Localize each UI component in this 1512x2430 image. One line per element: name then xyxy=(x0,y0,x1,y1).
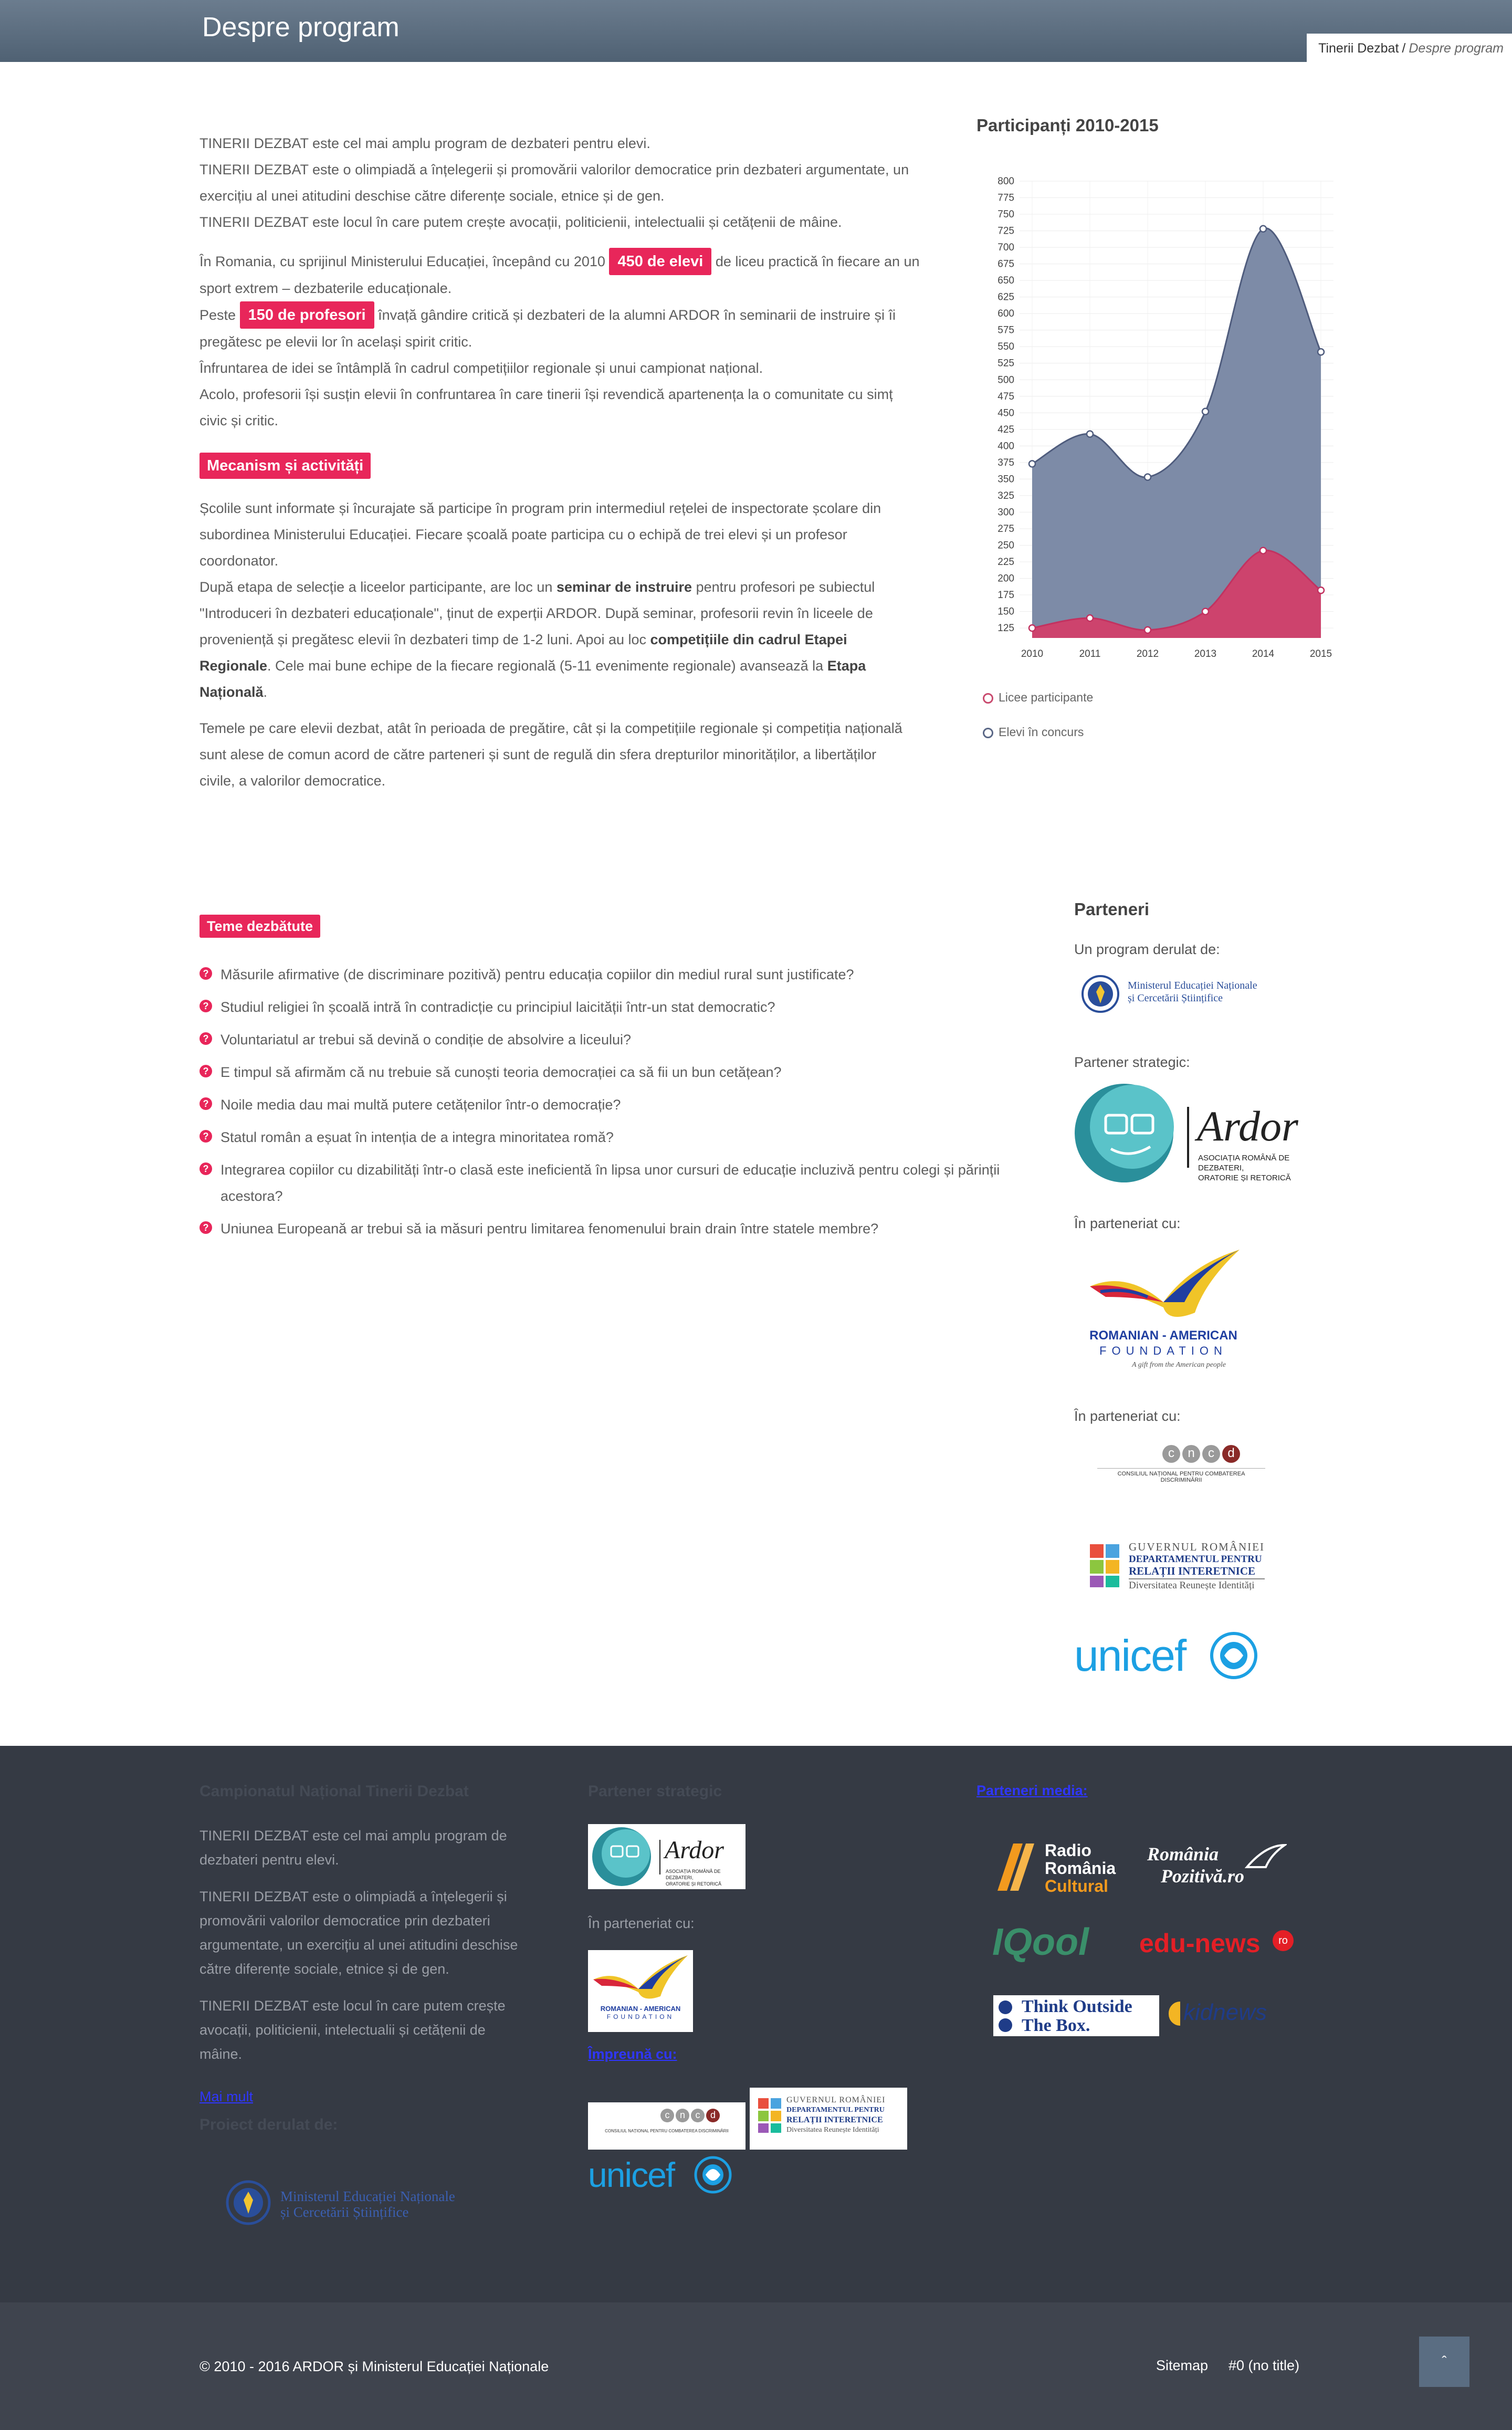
legend-dot-elevi xyxy=(983,728,993,738)
x-tick-label: 2015 xyxy=(1309,648,1332,659)
x-tick-label: 2011 xyxy=(1079,648,1101,659)
footer-p3-l1: TINERII DEZBAT este locul în care putem crește xyxy=(200,1998,506,2014)
footer-men-logo[interactable] xyxy=(225,2179,519,2229)
data-point xyxy=(1318,349,1324,355)
y-tick-label: 700 xyxy=(998,242,1014,254)
men-crest-icon xyxy=(225,2179,272,2226)
question-circle-icon: ? xyxy=(200,1162,212,1175)
men-line2: și Cercetării Științifice xyxy=(1128,992,1223,1004)
puzzle-icon xyxy=(757,2097,783,2134)
data-point xyxy=(1029,460,1035,467)
data-point xyxy=(1087,431,1093,437)
mech-l2: subordinea Ministerului Educației. Fiecare școală poate participa cu o echipă de trei elevi și un profesor xyxy=(200,527,847,542)
footer-ardor-logo[interactable] xyxy=(588,1824,746,1889)
no-title-link[interactable]: #0 (no title) xyxy=(1228,2358,1300,2373)
raf-line1: ROMANIAN - AMERICAN xyxy=(1089,1328,1237,1343)
ardor-sub2: ORATORIE ȘI RETORICĂ xyxy=(1198,1174,1291,1182)
legend-dot-licee xyxy=(983,693,993,704)
iqool-wordmark: IQool xyxy=(992,1921,1089,1963)
footer-p3-l3: mâine. xyxy=(200,2046,243,2062)
ardor-logo[interactable] xyxy=(1074,1081,1321,1186)
intro-p3: TINERII DEZBAT este locul în care putem crește avocații, politicienii, intelectualii și cetățenii de mâine. xyxy=(200,214,842,230)
mech-l5: "Introduceri în dezbateri educaționale", ținut de experții ARDOR. După seminar, profesorii revin în liceele de xyxy=(200,605,873,621)
mech-l4a: După etapa de selecție a liceelor participante, are loc un xyxy=(200,579,553,595)
data-point xyxy=(1087,615,1093,621)
edu-news-logo[interactable] xyxy=(1139,1928,1307,1965)
cncd-letter: c xyxy=(691,2109,705,2122)
intro-p4b: de liceu practică în fiecare an un xyxy=(715,254,920,269)
kidnews-icon xyxy=(1169,2002,1180,2026)
y-tick-label: 625 xyxy=(998,291,1014,303)
mech-l1: Școlile sunt informate și încurajate să participe în program prin intermediul rețelei de inspectorate școlare din xyxy=(200,500,881,516)
themes-text xyxy=(200,715,934,794)
intro-p6: Înfruntarea de idei se întâmplă în cadrul competițiilor regionale și unui campionat național. xyxy=(200,360,763,376)
cncd-sub: CONSILIUL NAȚIONAL PENTRU COMBATEREA DISCRIMINĂRII xyxy=(1097,1468,1265,1483)
cncd-logo[interactable] xyxy=(1097,1445,1265,1482)
list-item: ? Noile media dau mai multă putere cetățenilor într-o democrație? xyxy=(200,1092,1029,1118)
intro-p1: TINERII DEZBAT este cel mai amplu program de dezbateri pentru elevi. xyxy=(200,135,650,151)
mech-l8b: . xyxy=(263,684,268,700)
breadcrumb-separator: / xyxy=(1402,41,1406,56)
mechanism-text xyxy=(200,495,934,705)
x-tick-label: 2012 xyxy=(1136,648,1159,659)
mech-l6b: competițiile din cadrul Etapei xyxy=(650,632,847,647)
page-title: Despre program xyxy=(202,12,400,43)
intro-p4c: sport extrem – dezbaterile educaționale. xyxy=(200,280,452,296)
themes-t3: civile, a valorilor democratice. xyxy=(200,773,386,789)
mechanism-heading xyxy=(200,453,371,479)
ardor-sub1: ASOCIAȚIA ROMÂNĂ DE DEZBATERI, xyxy=(1198,1154,1290,1172)
radio-line2: România xyxy=(1045,1859,1116,1878)
question-circle-icon: ? xyxy=(200,1097,212,1110)
cncd-letter: c xyxy=(1162,1445,1180,1463)
raf-logo[interactable] xyxy=(1085,1244,1247,1376)
y-tick-label: 425 xyxy=(998,424,1014,435)
x-tick-label: 2014 xyxy=(1252,648,1275,659)
footer-col1-title: Campionatul Național Tinerii Dezbat xyxy=(200,1783,469,1800)
legend-item-elevi[interactable] xyxy=(983,725,1084,739)
themes-t2: sunt alese de comun acord de către parteneri și sunt de regulă din sfera drepturilor minorităților, a libertăților xyxy=(200,747,877,762)
participants-chart xyxy=(971,168,1360,683)
mech-l7a: Regionale xyxy=(200,658,268,674)
cncd-letter: d xyxy=(1222,1445,1240,1463)
footer-parteneriat-label: În parteneriat cu: xyxy=(588,1915,695,1931)
y-tick-label: 550 xyxy=(998,341,1014,353)
y-tick-label: 525 xyxy=(998,358,1014,369)
dri-gov: GUVERNUL ROMÂNIEI xyxy=(1129,1541,1265,1553)
edu-news-wordmark: edu-news xyxy=(1139,1929,1261,1958)
list-item: ? Studiul religiei în școală intră în contradicție cu principiul laicității într-un stat democratic? xyxy=(200,994,1029,1020)
y-tick-label: 125 xyxy=(998,623,1014,634)
men-line1: Ministerul Educației Naționale xyxy=(1128,980,1257,991)
dri-rel: RELAȚII INTERETNICE xyxy=(1129,1565,1255,1577)
footer-dri-rel: RELAȚII INTERETNICE xyxy=(786,2115,883,2124)
footer-p1-l2: dezbateri pentru elevi. xyxy=(200,1852,339,1868)
radio-line1: Radio xyxy=(1045,1841,1091,1860)
raf-line2: FOUNDATION xyxy=(1099,1344,1227,1357)
raf-tagline: A gift from the American people xyxy=(1132,1361,1226,1369)
intro-p4a: În Romania, cu sprijinul Ministerului Educației, începând cu 2010 xyxy=(200,254,605,269)
footer-media-title[interactable]: Parteneri media: xyxy=(976,1783,1088,1798)
y-tick-label: 675 xyxy=(998,258,1014,270)
think-outside-logo[interactable] xyxy=(993,1995,1159,2036)
cncd-letter: d xyxy=(706,2109,720,2122)
footer-impreuna-link[interactable]: Împreună cu: xyxy=(588,2046,677,2062)
mech-l4b: seminar de instruire xyxy=(556,579,692,595)
cncd-letter: c xyxy=(660,2109,674,2122)
footer-cncd-logo[interactable] xyxy=(588,2102,746,2150)
kidnews-logo[interactable] xyxy=(1169,1999,1295,2031)
y-tick-label: 175 xyxy=(998,590,1014,601)
breadcrumb-current: Despre program xyxy=(1409,41,1504,56)
copyright-text: © 2010 - 2016 ARDOR și Ministerul Educației Naționale xyxy=(200,2359,549,2374)
mech-l3: coordonator. xyxy=(200,553,279,569)
list-item: ? Voluntariatul ar trebui să devină o condiție de absolvire a liceului? xyxy=(200,1027,1029,1053)
footer-dri-logo[interactable] xyxy=(750,2088,907,2150)
y-tick-label: 600 xyxy=(998,308,1014,320)
list-item: ? Statul român a eșuat în intenția de a integra minoritatea romă? xyxy=(200,1124,1029,1150)
intro-p5b: învață gândire critică și dezbateri de la alumni ARDOR în seminarii de instruire și îi xyxy=(378,307,896,323)
kidnews-wordmark: kidnews xyxy=(1183,1999,1267,2025)
ardor-mask-icon xyxy=(590,1824,655,1889)
ardor-name: Ardor xyxy=(1197,1102,1298,1150)
footer-p2-l4: către diferențe sociale, etnice și de gen. xyxy=(200,1961,449,1977)
footer-ardor-sub2: ORATORIE ȘI RETORICĂ xyxy=(666,1881,722,1887)
dri-logo[interactable] xyxy=(1088,1541,1282,1601)
footer-p3-l2: avocații, politicienii, intelectualii și cetățenii de xyxy=(200,2022,486,2038)
mech-l7c: Etapa xyxy=(827,658,866,674)
think-dot-icon xyxy=(999,2000,1012,2014)
question-circle-icon: ? xyxy=(200,1221,212,1234)
students-badge: 450 de elevi xyxy=(609,248,711,275)
list-item: ? Măsurile afirmative (de discriminare pozitivă) pentru educația copiilor din mediul rural sunt justificate? xyxy=(200,961,1029,988)
y-tick-label: 800 xyxy=(998,176,1014,187)
footer-raf-logo[interactable] xyxy=(588,1950,693,2032)
footer-unicef-logo[interactable] xyxy=(588,2155,751,2197)
footer-dri-motto: Diversitatea Reunește Identități xyxy=(786,2126,879,2134)
raf-bird-icon xyxy=(1085,1244,1247,1323)
dri-motto: Diversitatea Reunește Identități xyxy=(1129,1578,1265,1591)
question-circle-icon: ? xyxy=(200,1065,212,1077)
x-tick-label: 2010 xyxy=(1021,648,1044,659)
wing-icon xyxy=(1245,1843,1287,1869)
y-tick-label: 275 xyxy=(998,523,1014,535)
radio-wave-icon xyxy=(992,1838,1034,1896)
footer-col1-text xyxy=(200,1824,525,2066)
think-dot-icon xyxy=(999,2018,1012,2032)
data-point xyxy=(1260,226,1266,232)
question-circle-icon: ? xyxy=(200,1130,212,1143)
radio-romania-cultural-logo[interactable] xyxy=(992,1836,1134,1899)
footer-p2-l3: argumentate, un exercițiu al unei atitudini deschise xyxy=(200,1937,518,1953)
partners-derulat-label: Un program derulat de: xyxy=(1074,941,1220,957)
y-tick-label: 325 xyxy=(998,490,1014,501)
topics-tag: Teme dezbătute xyxy=(200,915,320,938)
question-circle-icon: ? xyxy=(200,1032,212,1045)
question-circle-icon: ? xyxy=(200,967,212,980)
list-item: ? Uniunea Europeană ar trebui să ia măsuri pentru limitarea fenomenului brain drain între statele membre? xyxy=(200,1216,1029,1242)
footer-ardor-sub1: ASOCIAȚIA ROMÂNĂ DE DEZBATERI, xyxy=(666,1869,721,1880)
footer-raf-line2: FOUNDATION xyxy=(606,2013,675,2020)
intro-p5a: Peste xyxy=(200,307,236,323)
intro-text xyxy=(200,130,929,235)
partners-title: Parteneri xyxy=(1074,899,1150,919)
intro-p7a: Acolo, profesorii își susțin elevii în confruntarea în care tinerii își revendică apartenența la o comunitate cu simț xyxy=(200,386,893,402)
footer-cncd-sub: CONSILIUL NAȚIONAL PENTRU COMBATEREA DISCRIMINĂRII xyxy=(605,2129,729,2133)
back-to-top-button[interactable]: ˆ xyxy=(1419,2337,1469,2387)
think-line2: The Box. xyxy=(1022,2016,1090,2035)
data-point xyxy=(1202,409,1209,415)
cncd-letter: n xyxy=(676,2109,689,2122)
data-point xyxy=(1318,587,1324,593)
footer-derulat-title: Proiect derulat de: xyxy=(200,2116,338,2133)
chart-title: Participanți 2010-2015 xyxy=(976,116,1159,135)
breadcrumb-home-link[interactable]: Tinerii Dezbat xyxy=(1318,41,1399,56)
mechanism-tag: Mecanism și activități xyxy=(200,453,371,479)
footer-men-line2: și Cercetării Științifice xyxy=(280,2204,409,2220)
mech-l7b: . Cele mai bune echipe de la fiecare regională (5-11 evenimente regionale) avansează la xyxy=(267,658,824,674)
footer-col2-title: Partener strategic xyxy=(588,1783,722,1800)
x-tick-label: 2013 xyxy=(1194,648,1217,659)
cncd-letter: n xyxy=(1182,1445,1200,1463)
data-point xyxy=(1029,625,1035,631)
y-tick-label: 225 xyxy=(998,557,1014,568)
edu-news-ro-badge: ro xyxy=(1273,1930,1294,1951)
question-circle-icon: ? xyxy=(200,1000,212,1012)
raf-bird-icon xyxy=(588,1952,693,2005)
partners-strategic-label: Partener strategic: xyxy=(1074,1054,1190,1070)
y-tick-label: 775 xyxy=(998,192,1014,204)
ardor-mask-icon xyxy=(1074,1081,1179,1186)
unicef-logo[interactable] xyxy=(1074,1630,1268,1683)
intro-p7b: civic și critic. xyxy=(200,413,278,428)
y-tick-label: 500 xyxy=(998,374,1014,386)
y-tick-label: 150 xyxy=(998,606,1014,617)
rp-line2: Pozitivă.ro xyxy=(1161,1866,1244,1887)
footer-dri-dep: DEPARTAMENTUL PENTRU xyxy=(786,2106,885,2114)
rp-line1: România xyxy=(1147,1844,1219,1865)
y-tick-label: 650 xyxy=(998,275,1014,287)
footer-p2-l2: promovării valorilor democratice prin dezbateri xyxy=(200,1913,490,1929)
y-tick-label: 750 xyxy=(998,209,1014,221)
footer-men-line1: Ministerul Educației Naționale xyxy=(280,2188,455,2204)
footer-unicef-wordmark: unicef xyxy=(588,2155,675,2194)
footer-p1-l1: TINERII DEZBAT este cel mai amplu program de xyxy=(200,1828,507,1844)
y-tick-label: 575 xyxy=(998,324,1014,336)
legend-label-licee: Licee participante xyxy=(999,690,1094,704)
list-item: ? Integrarea copiilor cu dizabilități într-o clasă este ineficientă în lipsa unor cursuri de educație incluzivă pentru colegi și părinții acestora? xyxy=(200,1157,1029,1209)
unicef-globe-icon xyxy=(693,2155,733,2195)
data-point xyxy=(1144,627,1151,633)
puzzle-icon xyxy=(1088,1542,1122,1589)
data-point xyxy=(1260,548,1266,554)
mech-l6: proveniență și pregătesc elevii în dezbateri timp de 1-2 luni. Apoi au loc xyxy=(200,632,647,647)
y-tick-label: 450 xyxy=(998,407,1014,419)
y-tick-label: 400 xyxy=(998,441,1014,452)
unicef-globe-icon xyxy=(1209,1630,1259,1681)
intro-text-2 xyxy=(200,248,934,434)
topics-list xyxy=(200,961,1029,1248)
men-logo[interactable] xyxy=(1080,973,1306,1015)
sitemap-link[interactable]: Sitemap xyxy=(1156,2358,1209,2373)
topics-heading xyxy=(200,915,320,938)
partners-parteneriat-label-2: În parteneriat cu: xyxy=(1074,1408,1181,1424)
footer-dri-gov: GUVERNUL ROMÂNIEI xyxy=(786,2096,886,2104)
list-item: ? E timpul să afirmăm că nu trebuie să cunoști teoria democrației ca să fii un bun cetățean? xyxy=(200,1059,1029,1085)
intro-p5c: pregătesc pe elevii lor în același spirit critic. xyxy=(200,334,472,350)
legend-item-licee[interactable] xyxy=(983,690,1093,705)
think-line1: Think Outside xyxy=(1022,1997,1132,2016)
y-tick-label: 300 xyxy=(998,507,1014,518)
iqool-logo[interactable] xyxy=(992,1921,1118,1968)
partners-parteneriat-label-1: În parteneriat cu: xyxy=(1074,1216,1181,1231)
footer-p2-l1: TINERII DEZBAT este o olimpiadă a înțelegerii și xyxy=(200,1889,507,1904)
footer-more-link[interactable]: Mai mult xyxy=(200,2089,254,2104)
mech-l8a: Națională xyxy=(200,684,264,700)
cncd-letter: c xyxy=(1202,1445,1220,1463)
intro-p2b: exercițiu al unei atitudini deschise către diferențe sociale, etnice și de gen. xyxy=(200,188,665,204)
radio-line3: Cultural xyxy=(1045,1877,1108,1895)
y-tick-label: 475 xyxy=(998,391,1014,402)
footer-ardor-name: Ardor xyxy=(665,1836,724,1864)
intro-p2a: TINERII DEZBAT este o olimpiadă a înțelegerii și promovării valorilor democratice prin dezbateri argumentate, un xyxy=(200,162,909,177)
footer-raf-line1: ROMANIAN - AMERICAN xyxy=(600,2005,681,2013)
y-tick-label: 725 xyxy=(998,225,1014,237)
unicef-wordmark: unicef xyxy=(1074,1631,1186,1680)
y-tick-label: 200 xyxy=(998,573,1014,584)
y-tick-label: 375 xyxy=(998,457,1014,468)
themes-t1: Temele pe care elevii dezbat, atât în perioada de pregătire, cât și la competițiile regionale și competiția națională xyxy=(200,720,902,736)
legend-label-elevi: Elevi în concurs xyxy=(999,725,1084,739)
dri-dep: DEPARTAMENTUL PENTRU xyxy=(1129,1554,1262,1565)
y-tick-label: 250 xyxy=(998,540,1014,551)
chart-series xyxy=(1029,226,1324,638)
mech-l4c: pentru profesori pe subiectul xyxy=(696,579,875,595)
y-tick-label: 350 xyxy=(998,474,1014,485)
men-crest-icon xyxy=(1080,974,1120,1014)
breadcrumb xyxy=(1307,34,1512,63)
data-point xyxy=(1202,609,1209,615)
data-point xyxy=(1144,474,1151,480)
romania-pozitiva-logo[interactable] xyxy=(1147,1843,1289,1895)
teachers-badge: 150 de profesori xyxy=(240,301,374,329)
